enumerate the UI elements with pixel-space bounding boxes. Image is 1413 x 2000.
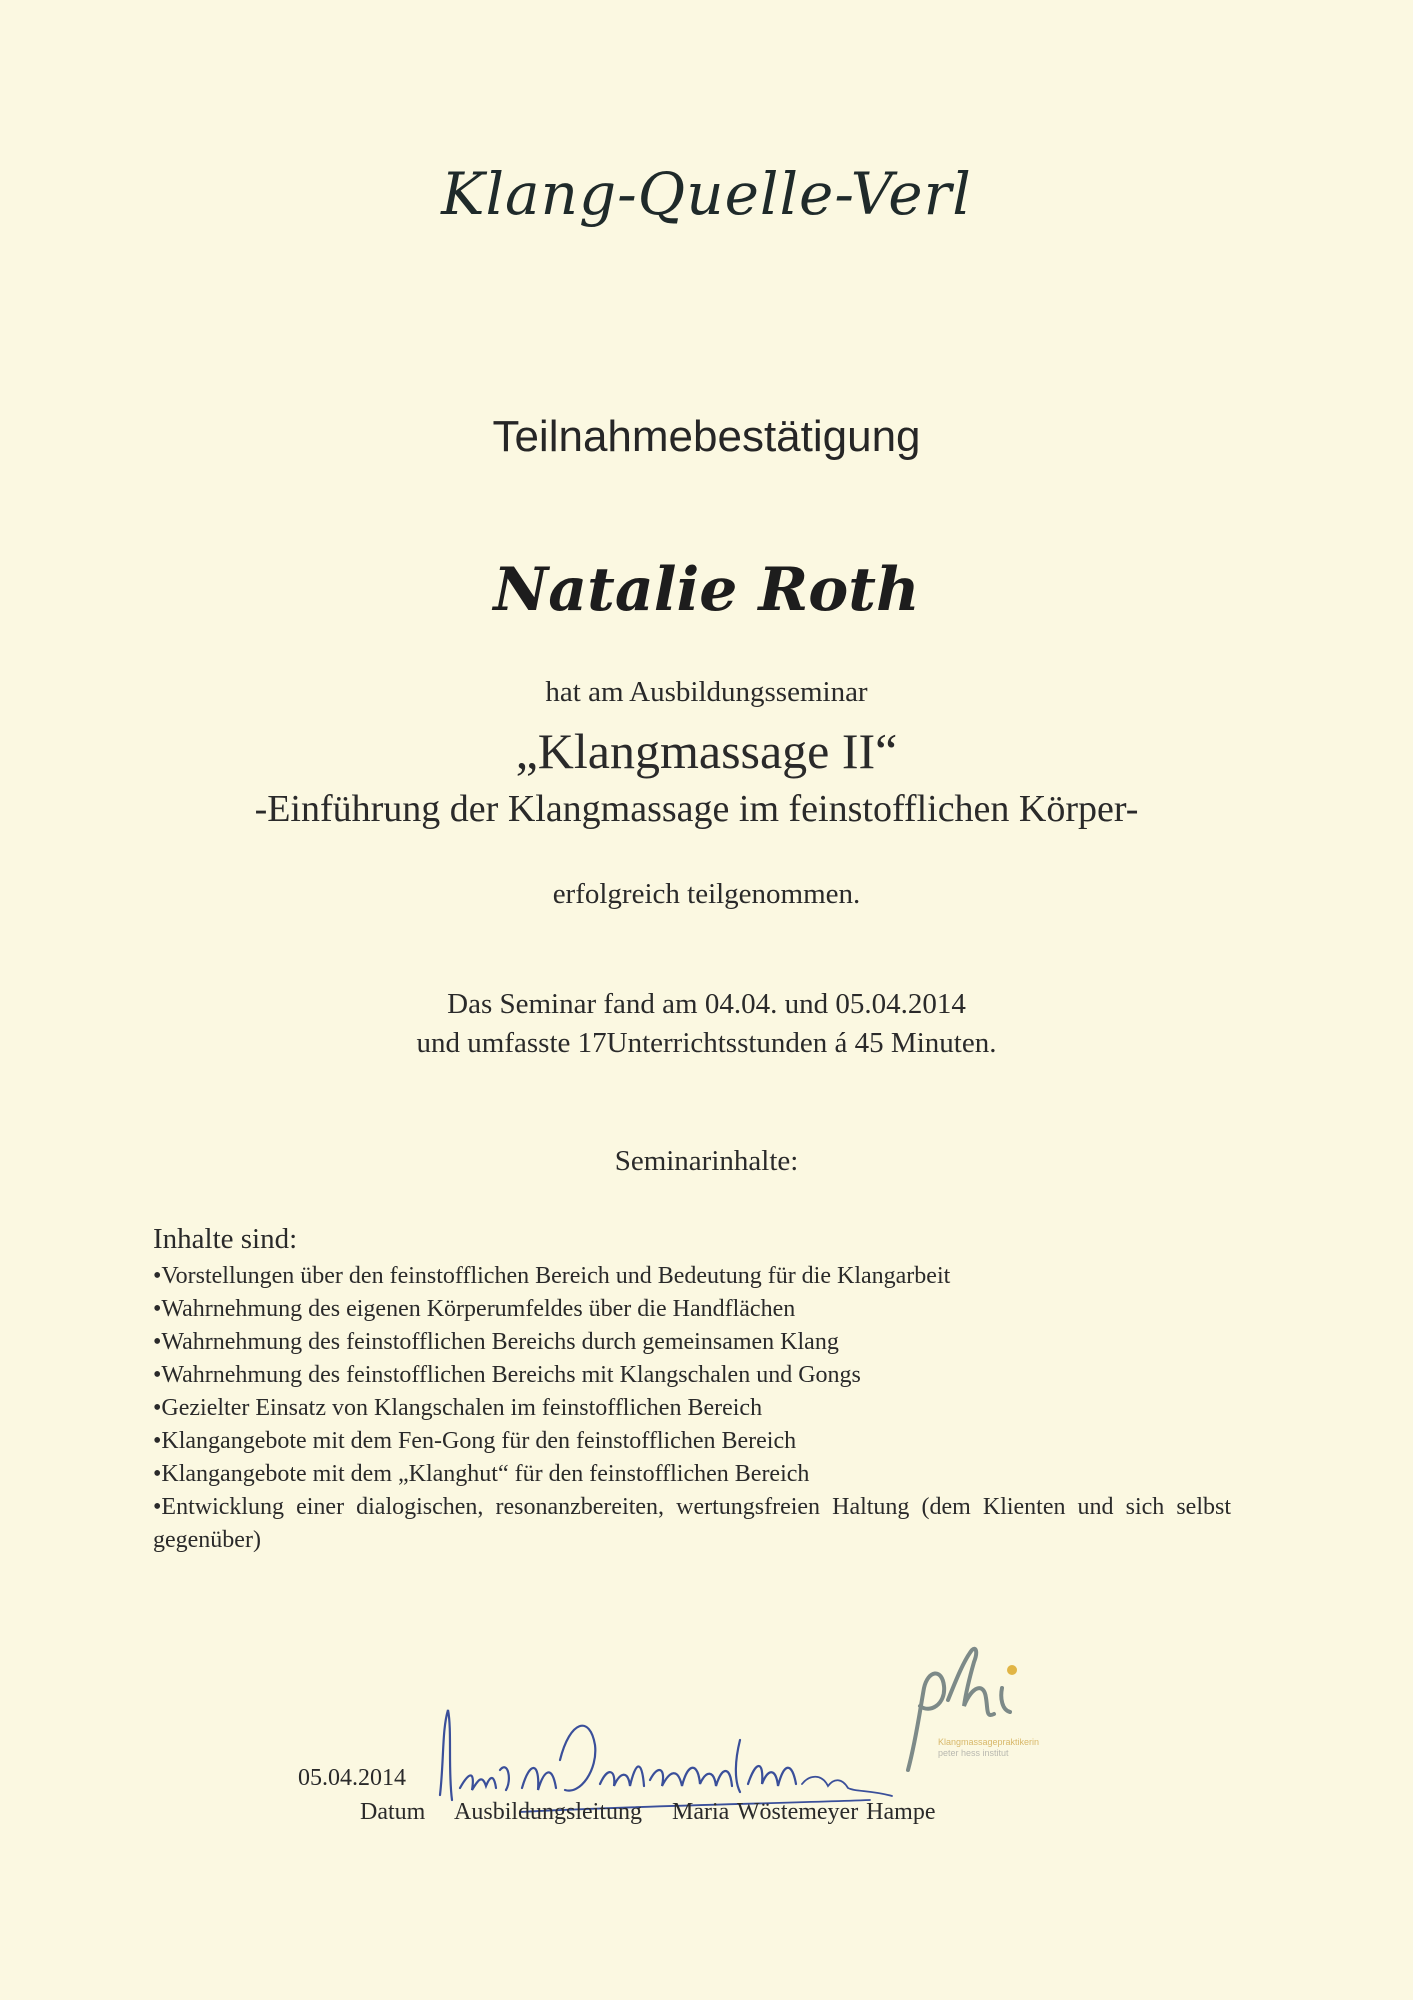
seal-line-1: Klangmassagepraktikerin: [938, 1737, 1040, 1747]
seminar-date-line: Das Seminar fand am 04.04. und 05.04.2014: [447, 988, 966, 1020]
date-label: Datum: [360, 1799, 426, 1825]
signer-name: Maria Wöstemeyer Hampe: [672, 1799, 936, 1825]
footer-date-value: 05.04.2014: [298, 1765, 406, 1791]
footer-labels: [360, 1799, 957, 1826]
list-item: •Vorstellungen über den feinstofflichen Bereich und Bedeutung für die Klangarbeit: [153, 1263, 951, 1289]
seal-line-2: peter hess institut: [938, 1748, 1009, 1758]
seminar-subtitle: -Einführung der Klangmassage im feinstofflichen Körper-: [254, 788, 1139, 830]
list-item: •Wahrnehmung des feinstofflichen Bereichs mit Klangschalen und Gongs: [153, 1362, 861, 1388]
contents-label: Inhalte sind:: [153, 1223, 298, 1255]
seminar-name: „Klangmassage II“: [515, 723, 898, 779]
role-label: Ausbildungsleitung: [454, 1799, 643, 1825]
seal-caption: [938, 1737, 1108, 1759]
list-item: •Klangangebote mit dem Fen-Gong für den feinstofflichen Bereich: [153, 1428, 797, 1454]
list-item: •Entwicklung einer dialogischen, resonanzbereiten, wertungsfreien Haltung (dem Klienten und sich selbst gegenüber): [153, 1494, 1231, 1553]
list-item: •Wahrnehmung des eigenen Körperumfeldes über die Handflächen: [153, 1296, 796, 1322]
brand-title: Klang-Quelle-Verl: [441, 160, 972, 228]
seminar-hours-line: und umfasste 17Unterrichtsstunden á 45 Minuten.: [416, 1027, 997, 1059]
contents-list: [153, 1220, 1231, 1557]
document-title: Teilnahmebestätigung: [492, 412, 921, 461]
list-item: •Klangangebote mit dem „Klanghut“ für den feinstofflichen Bereich: [153, 1461, 810, 1487]
seminar-intro: hat am Ausbildungsseminar: [545, 676, 868, 708]
phi-seal-logo: [890, 1640, 1110, 1780]
list-item: •Wahrnehmung des feinstofflichen Bereichs durch gemeinsamen Klang: [153, 1329, 839, 1355]
list-item: •Gezielter Einsatz von Klangschalen im feinstofflichen Bereich: [153, 1395, 763, 1421]
recipient-name: Natalie Roth: [493, 555, 920, 625]
contents-heading: Seminarinhalte:: [614, 1145, 799, 1177]
seminar-result: erfolgreich teilgenommen.: [552, 878, 861, 910]
